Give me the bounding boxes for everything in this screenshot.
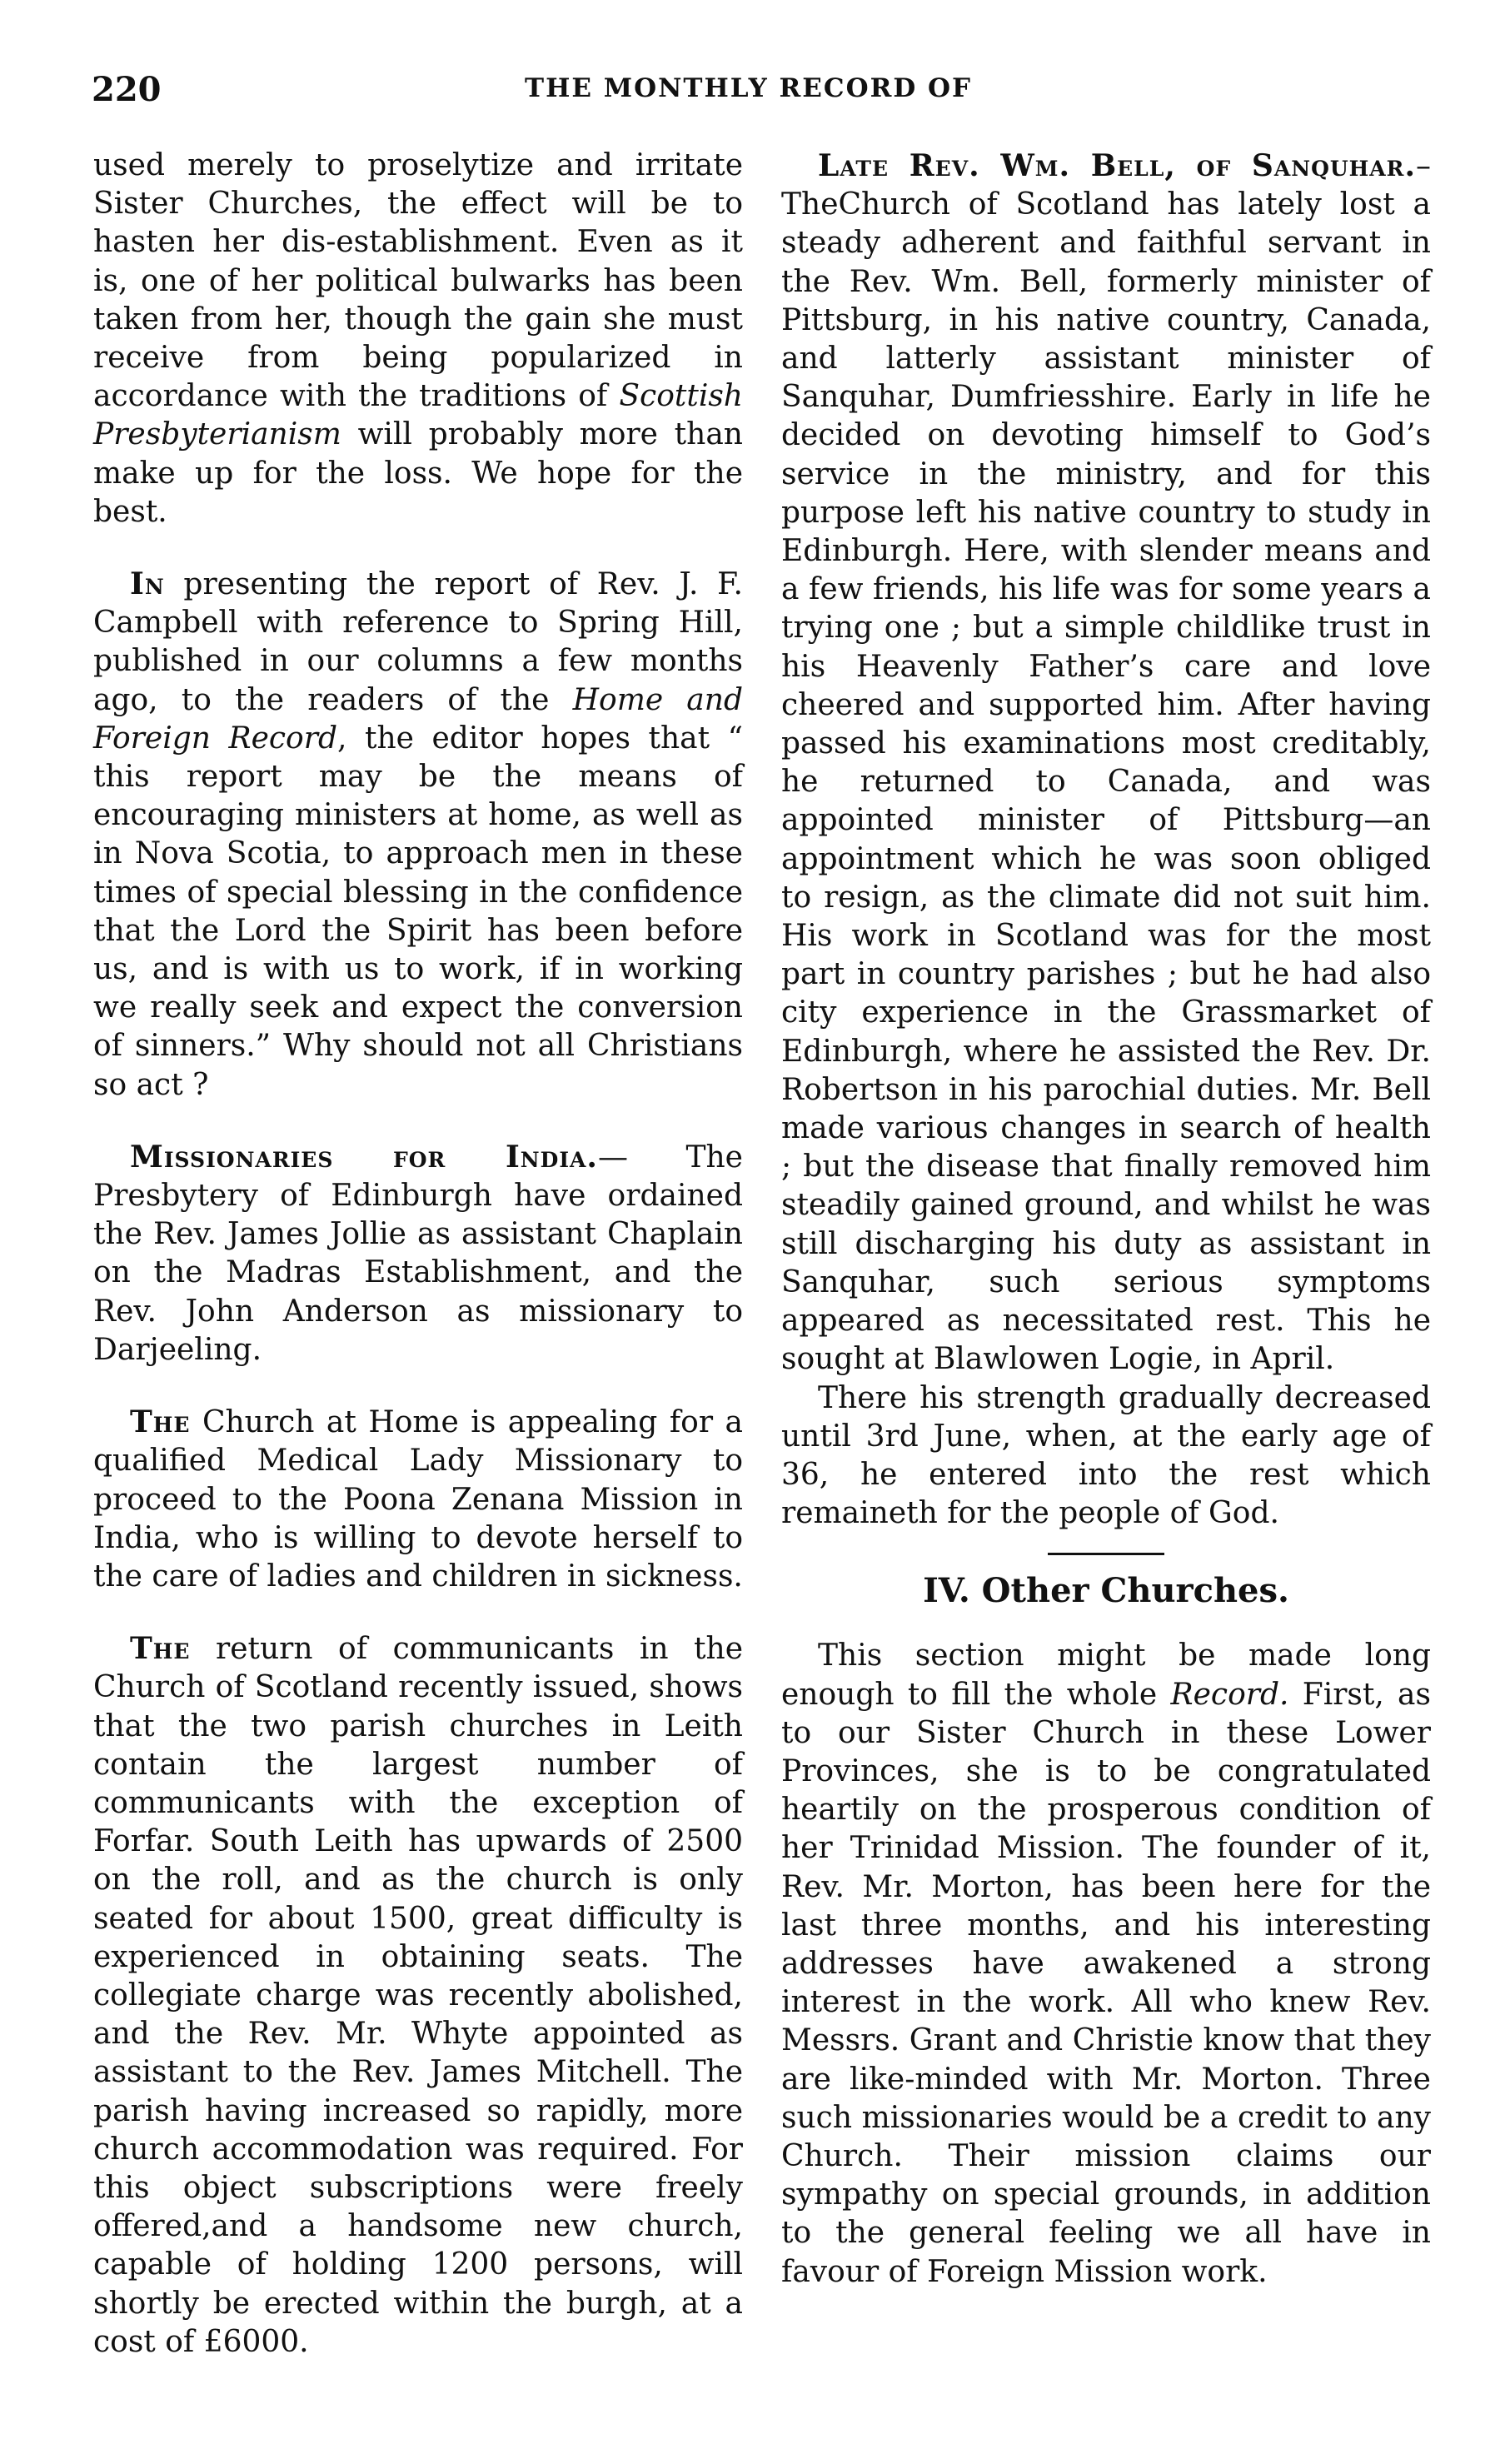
paragraph-italic: Record. bbox=[1170, 1677, 1289, 1712]
paragraph-text: There his strength gradually decreased until 3rd June, when, at the early age of 36, he entered into the rest which remaineth for the people of God. bbox=[781, 1380, 1431, 1531]
paragraph-text: will probably more than make up for the loss. We hope for the best. bbox=[93, 417, 743, 529]
paragraph-other-churches bbox=[781, 1637, 1431, 2291]
paragraph-lead: The bbox=[130, 1631, 191, 1667]
paragraph-text: First, as to our Sister Church in these Lower Provinces, she is to be congratulated heartily on the prosperous condition of her Trinidad Mission. The founder of it, Rev. Mr. Morton, has been here for the last three months, and his interesting addresses have awakened a strong interest in the work. All who knew Rev. Messrs. Grant and Christie know that they are like-minded with Mr. Morton. Three such missionaries would be a credit to any Church. Their mission claims our sympathy on special grounds, in addition to the general feeling we all have in favour of Foreign Mission work. bbox=[781, 1677, 1431, 2289]
paragraph-lead: In bbox=[130, 566, 165, 602]
paragraph-obituary-bell bbox=[781, 147, 1431, 1379]
paragraph-text: — The Presbytery of Edinburgh have ordained the Rev. James Jollie as assistant Chaplain on the Madras Establishment, and the Rev. John Anderson as missionary to Darjeeling. bbox=[93, 1140, 743, 1367]
paragraph-lead: The bbox=[130, 1404, 191, 1440]
paragraph-medical-missionary bbox=[93, 1403, 743, 1596]
paragraph-text: return of communicants in the Church of Scotland recently issued, shows that the two parish churches in Leith contain the largest number of communicants with the exception of Forfar. South Leith has upwards of 2500 on the roll, and as the church is only seated for about 1500, great difficulty is experienced in obtaining seats. The collegiate charge was recently abolished, and the Rev. Mr. Whyte appointed as assistant to the Rev. James Mitchell. The parish having increased so rapidly, more church accommodation was required. For this object subscriptions were freely offered,and a handsome new church, capable of holding 1200 persons, will shortly be erected within the burgh, at a cost of £6000. bbox=[93, 1632, 743, 2359]
paragraph-disestablishment bbox=[93, 147, 743, 531]
paragraph-text: used merely to proselytize and irritate Sister Churches, the effect will be to hasten her dis-establishment. Even as it is, one of her political bulwarks has been taken from her, though the gain she must receive from being popularized in accordance with the traditions of bbox=[93, 148, 743, 414]
paragraph-communicants bbox=[93, 1629, 743, 2362]
running-head: THE MONTHLY RECORD OF bbox=[525, 73, 973, 103]
paragraph-text: –TheChurch of Scotland has lately lost a steady adherent and faithful servant in the Rev. Wm. Bell, formerly minister of Pittsburg, in his native country, Canada, and latterly assistant minister of Sanquhar, Dumfriesshire. Early in life he decided on devoting himself to God’s service in the ministry, and for this purpose left his native country to study in Edinburgh. Here, with slender means and a few friends, his life was for some years a trying one ; but a simple childlike trust in his Heavenly Father’s care and love cheered and supported him. After having passed his examinations most creditably, he returned to Canada, and was appointed minister of Pittsburg—an appointment which he was soon obliged to resign, as the climate did not suit him. His work in Scotland was for the most part in country parishes ; but he had also city experience in the Grassmarket of Edinburgh, where he assisted the Rev. Dr. Robertson in his parochial duties. Mr. Bell made various changes in search of health ; but the disease that finally removed him steadily gained ground, and whilst he was still discharging his duty as assistant in Sanquhar, such serious symptoms appeared as necessitated rest. This he sought at Blawlowen Logie, in April. bbox=[781, 149, 1431, 1377]
section-heading: IV. Other Churches. bbox=[923, 1571, 1289, 1611]
paragraph-campbell-report bbox=[93, 565, 743, 1105]
page-header bbox=[92, 70, 1441, 120]
paragraph-text: This section might be made long enough to fill the whole bbox=[781, 1639, 1431, 1712]
left-column bbox=[93, 147, 743, 2362]
paragraph-text: , the editor hopes that “ this report may be the means of encouraging ministers at home, as well as in Nova Scotia, to approach men in these times of special blessing in the confidence that the Lord the Spirit has been before us, and is with us to work, if in working we really seek and expect the conversion of sinners.” Why should not all Christians so act ? bbox=[93, 721, 744, 1102]
paragraph-italic: Home and Foreign Record bbox=[93, 682, 743, 756]
page-number: 220 bbox=[92, 70, 162, 109]
paragraph-italic: Scottish Presbyterianism bbox=[93, 379, 743, 452]
section-divider bbox=[1048, 1553, 1164, 1555]
paragraph-text: Church at Home is appealing for a qualified Medical Lady Missionary to proceed to the Poona Zenana Mission in India, who is willing to devote herself to the care of ladies and children in sickness. bbox=[93, 1405, 743, 1594]
right-column bbox=[781, 147, 1431, 2292]
paragraph-lead: Late Rev. Wm. Bell, of Sanquhar. bbox=[818, 148, 1416, 183]
paragraph-text: presenting the report of Rev. J. F. Campbell with reference to Spring Hill, published in our columns a few months ago, to the readers of the bbox=[93, 567, 743, 717]
paragraph-missionaries-india bbox=[93, 1138, 743, 1369]
paragraph-lead: Missionaries for India. bbox=[130, 1139, 598, 1175]
paragraph-obituary-end bbox=[781, 1379, 1431, 1534]
